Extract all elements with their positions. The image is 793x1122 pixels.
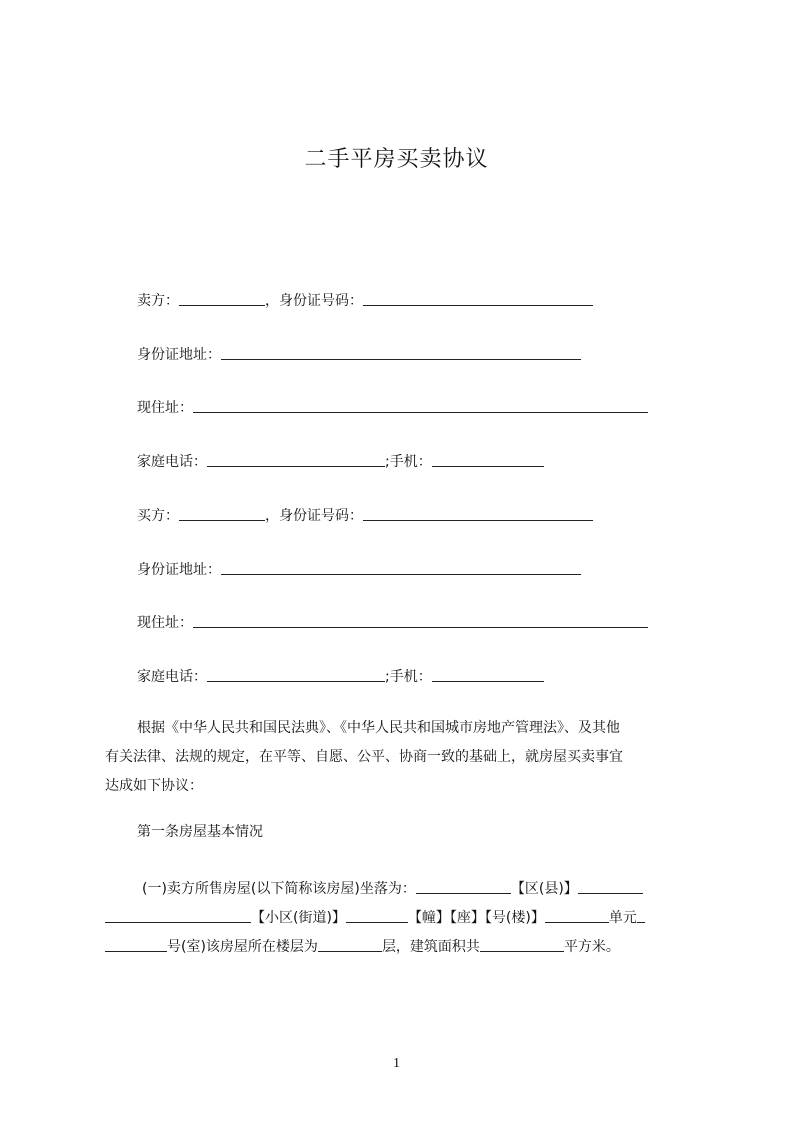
unit-label: 单元 [608, 910, 637, 926]
buyer-home-phone-label: 家庭电话： [137, 669, 207, 685]
location-blank[interactable] [416, 879, 511, 894]
seller-current-address-line [137, 398, 648, 418]
preamble-line-1: 根据《中华人民共和国民法典》、《中华人民共和国城市房地产管理法》、及其他 [137, 720, 620, 736]
document-title: 二手平房买卖协议 [304, 147, 489, 172]
district-blank[interactable] [578, 879, 643, 894]
seller-id-label: ，身份证号码： [265, 293, 363, 309]
buyer-mobile-label: ;手机： [385, 669, 432, 685]
buyer-current-address-blank[interactable] [193, 613, 648, 628]
buyer-current-address-label: 现住址： [137, 615, 193, 631]
page-number: 1 [393, 1056, 400, 1071]
seller-home-phone-label: 家庭电话： [137, 454, 207, 470]
buyer-phone-line [137, 667, 544, 687]
preamble-paragraph [105, 714, 703, 801]
district-label: 【区(县)】 [510, 881, 578, 897]
buyer-name-blank[interactable] [179, 506, 265, 521]
room-floor-label: 号(室)该房屋所在楼层为 [167, 939, 318, 955]
floor-blank[interactable] [318, 937, 382, 952]
buyer-id-label: ，身份证号码： [265, 508, 363, 524]
seller-id-address-blank[interactable] [221, 345, 581, 360]
clause-location-label: (一)卖方所售房屋(以下简称该房屋)坐落为： [142, 881, 416, 897]
seller-id-address-label: 身份证地址： [137, 347, 221, 363]
room-blank[interactable] [105, 937, 167, 952]
seller-name-blank[interactable] [179, 291, 265, 306]
unit-blank[interactable] [545, 908, 609, 923]
community-label: 【小区(街道)】 [251, 910, 346, 926]
buyer-id-address-line [137, 560, 581, 580]
seller-name-line [137, 291, 593, 311]
buyer-home-phone-blank[interactable] [207, 667, 385, 682]
buyer-id-address-blank[interactable] [221, 560, 581, 575]
area-blank[interactable] [480, 937, 564, 952]
seller-phone-line [137, 452, 544, 472]
seller-current-address-label: 现住址： [137, 400, 193, 416]
buyer-name-line [137, 506, 593, 526]
clause-line-3 [105, 933, 703, 962]
seller-mobile-label: ;手机： [385, 454, 432, 470]
buyer-id-address-label: 身份证地址： [137, 562, 221, 578]
preamble-line-3: 达成如下协议： [105, 778, 203, 794]
seller-id-address-line [137, 345, 581, 365]
building-label: 【幢】【座】【号(楼)】 [407, 910, 545, 926]
article-1-heading: 第一条房屋基本情况 [137, 824, 263, 840]
seller-id-blank[interactable] [363, 291, 593, 306]
preamble-line-2: 有关法律、法规的规定，在平等、自愿、公平、协商一致的基础上，就房屋买卖事宜 [105, 749, 623, 765]
buyer-mobile-blank[interactable] [432, 667, 544, 682]
clause-line-1 [105, 875, 703, 904]
clause-line-2 [105, 904, 703, 933]
area-label: 层，建筑面积共 [381, 939, 480, 955]
unit-trailing-blank[interactable] [637, 908, 645, 923]
buyer-name-label: 买方： [137, 508, 179, 524]
seller-name-label: 卖方： [137, 293, 179, 309]
buyer-id-blank[interactable] [363, 506, 593, 521]
article-1-clause [105, 875, 703, 962]
buyer-current-address-line [137, 613, 648, 633]
seller-current-address-blank[interactable] [193, 398, 648, 413]
seller-home-phone-blank[interactable] [207, 452, 385, 467]
seller-mobile-blank[interactable] [432, 452, 544, 467]
building-blank[interactable] [346, 908, 408, 923]
community-blank[interactable] [105, 908, 251, 923]
area-unit-label: 平方米。 [563, 939, 620, 955]
